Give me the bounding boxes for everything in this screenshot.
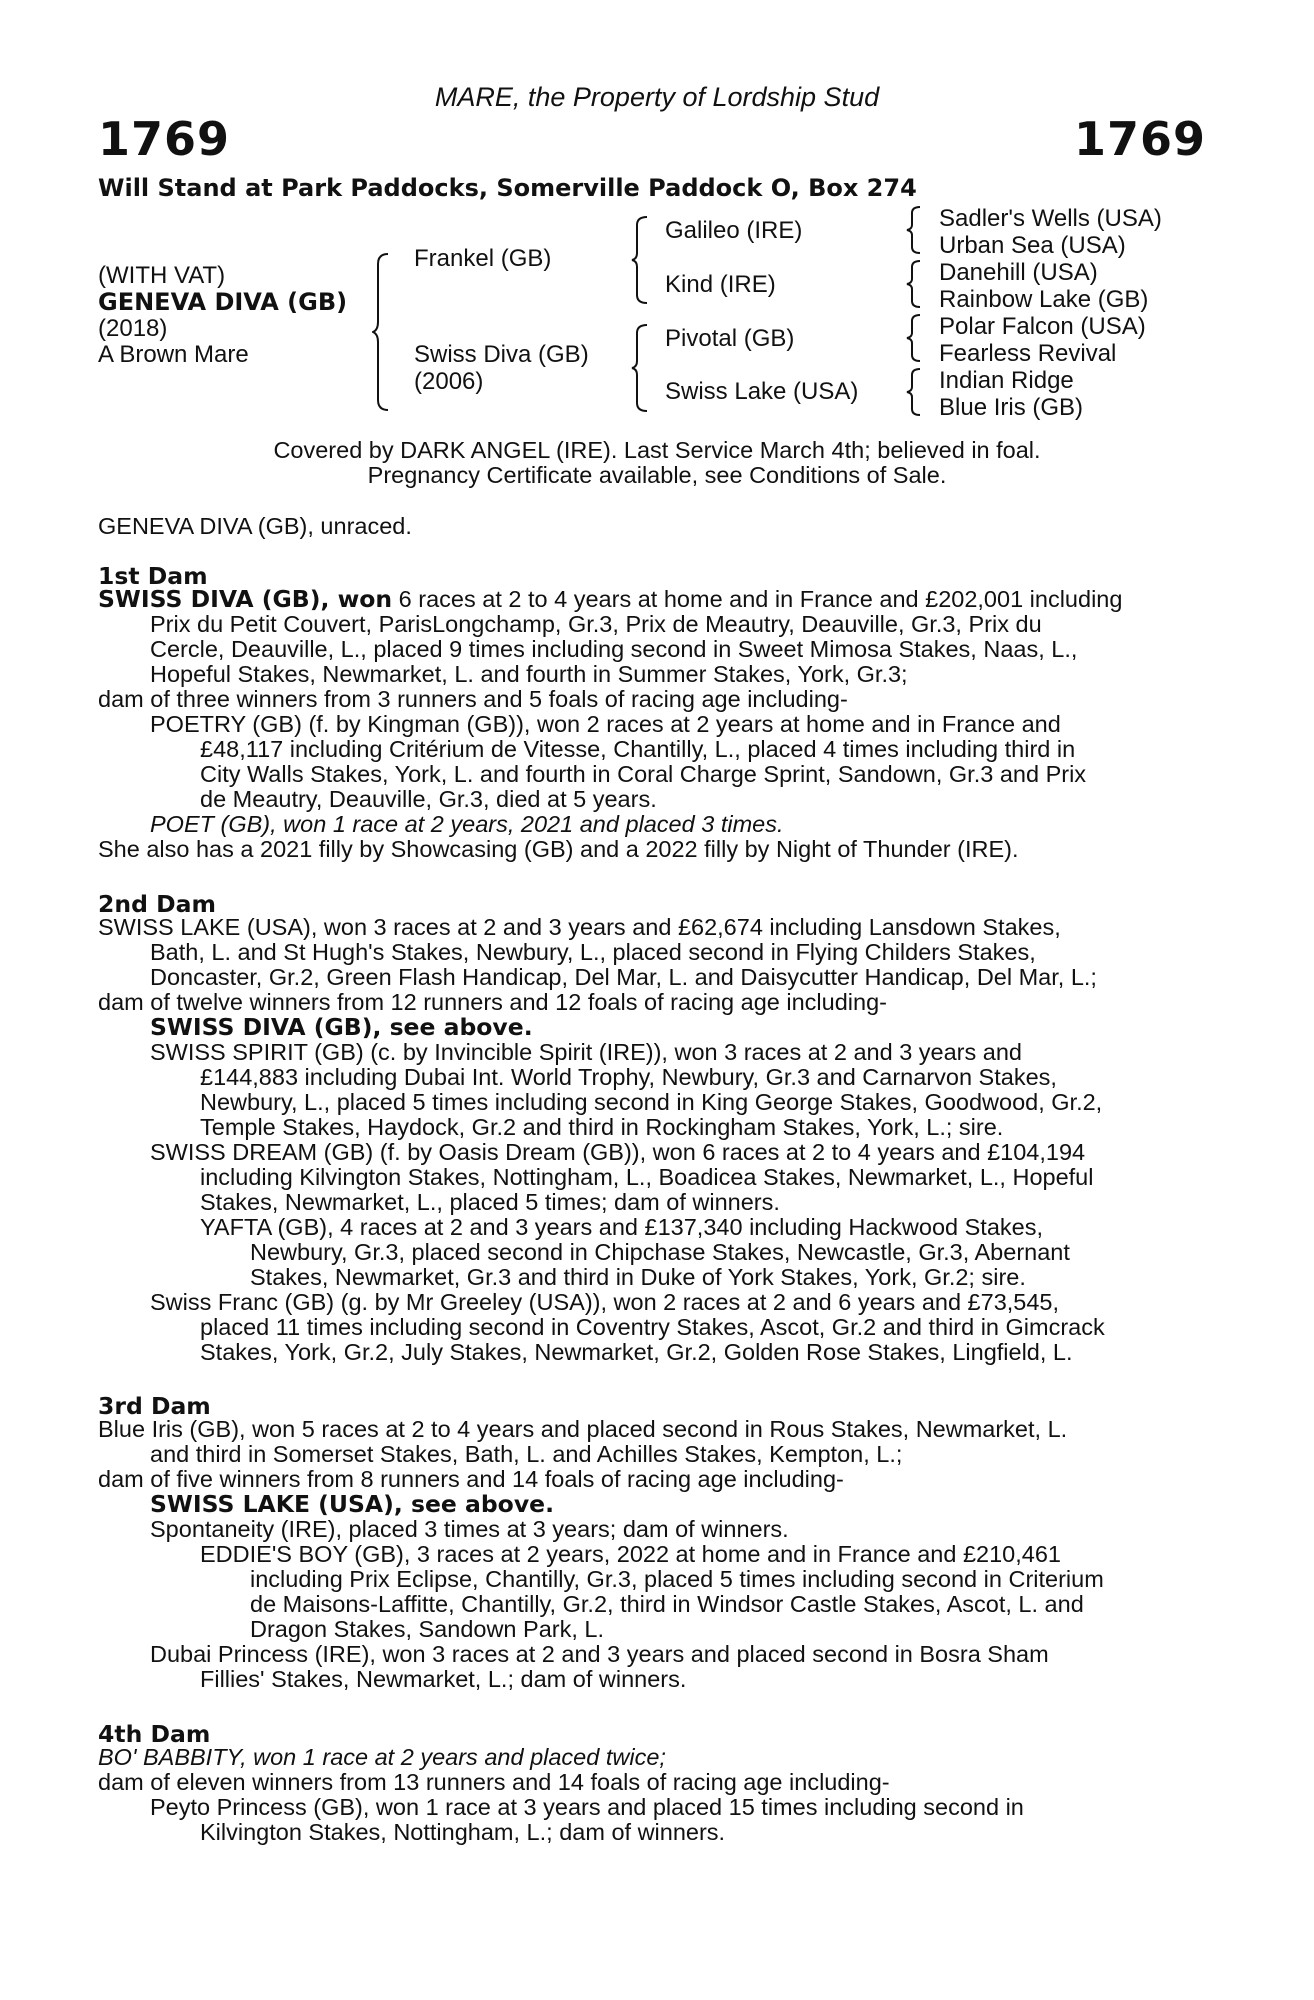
section-heading-2nd-dam: 2nd Dam: [98, 890, 216, 918]
dam3-line: Fillies' Stakes, Newmarket, L.; dam of winners.: [200, 1666, 687, 1692]
dam2-line: Stakes, Newmarket, Gr.3 and third in Duke of York Stakes, York, Gr.2; sire.: [250, 1264, 1026, 1290]
pedigree-dam-sire: Pivotal (GB): [665, 325, 795, 352]
pedigree-dam-dam: Swiss Lake (USA): [665, 378, 859, 405]
pedigree-ddd: Blue Iris (GB): [939, 394, 1084, 421]
dam3-line: de Maisons-Laffitte, Chantilly, Gr.2, third in Windsor Castle Stakes, Ascot, L. and: [250, 1591, 1084, 1617]
dam3-line: Dubai Princess (IRE), won 3 races at 2 and 3 years and placed second in Bosra Sham: [150, 1641, 1049, 1667]
pedigree-brace-dam: [631, 323, 651, 413]
dam3-line: including Prix Eclipse, Chantilly, Gr.3, placed 5 times including second in Criterium: [250, 1566, 1104, 1592]
section-heading-3rd-dam: 3rd Dam: [98, 1392, 211, 1420]
pedigree-sire-dam: Kind (IRE): [665, 271, 776, 298]
pedigree-dds: Indian Ridge: [939, 367, 1074, 394]
dam2-line: dam of twelve winners from 12 runners and 12 foals of racing age including-: [98, 989, 887, 1015]
dam1-line: £48,117 including Critérium de Vitesse, Chantilly, L., placed 4 times including third in: [200, 736, 1076, 762]
pedigree-brace-ds: [906, 313, 924, 363]
dam1-line: She also has a 2021 filly by Showcasing (GB) and a 2022 filly by Night of Thunder (IRE).: [98, 836, 1019, 862]
dam2-line: SWISS DIVA (GB), see above.: [150, 1013, 533, 1041]
dam2-line: Stakes, York, Gr.2, July Stakes, Newmarket, Gr.2, Golden Rose Stakes, Lingfield, L.: [200, 1339, 1073, 1365]
covering-line-2: Pregnancy Certificate available, see Conditions of Sale.: [367, 462, 947, 488]
dam1-line: POETRY (GB) (f. by Kingman (GB)), won 2 races at 2 years at home and in France and: [150, 711, 1061, 737]
dam1-line: SWISS DIVA (GB), won 6 races at 2 to 4 years at home and in France and £202,001 including: [98, 585, 1123, 613]
stand-location: Will Stand at Park Paddocks, Somerville Paddock O, Box 274: [98, 174, 917, 202]
pedigree-sdd: Rainbow Lake (GB): [939, 286, 1149, 313]
dam2-line: including Kilvington Stakes, Nottingham, L., Boadicea Stakes, Newmarket, L., Hopeful: [200, 1164, 1094, 1190]
pedigree-sire-sire: Galileo (IRE): [665, 217, 803, 244]
dam4-line: dam of eleven winners from 13 runners and 14 foals of racing age including-: [98, 1769, 890, 1795]
pedigree-brace-dd: [906, 367, 924, 417]
dam4-line: Kilvington Stakes, Nottingham, L.; dam of winners.: [200, 1819, 726, 1845]
dam3-line: Spontaneity (IRE), placed 3 times at 3 years; dam of winners.: [150, 1516, 789, 1542]
dam2-line: Temple Stakes, Haydock, Gr.2 and third in Rockingham Stakes, York, L.; sire.: [200, 1114, 1004, 1140]
pedigree-dss: Polar Falcon (USA): [939, 313, 1146, 340]
dam2-line: SWISS SPIRIT (GB) (c. by Invincible Spirit (IRE)), won 3 races at 2 and 3 years and: [150, 1039, 1022, 1065]
dam2-line: SWISS LAKE (USA), won 3 races at 2 and 3 years and £62,674 including Lansdown Stakes,: [98, 914, 1061, 940]
dam2-line: Bath, L. and St Hugh's Stakes, Newbury, L., placed second in Flying Childers Stakes,: [150, 939, 1036, 965]
horse-year: (2018): [98, 315, 168, 342]
dam2-line: Doncaster, Gr.2, Green Flash Handicap, Del Mar, L. and Daisycutter Handicap, Del Mar, L.;: [150, 964, 1097, 990]
dam1-line: City Walls Stakes, York, L. and fourth in Coral Charge Sprint, Sandown, Gr.3 and Prix: [200, 761, 1087, 787]
pedigree-brace-main: [372, 252, 392, 412]
dam2-line: Newbury, Gr.3, placed second in Chipchase Stakes, Newcastle, Gr.3, Abernant: [250, 1239, 1070, 1265]
dam2-line: Stakes, Newmarket, L., placed 5 times; dam of winners.: [200, 1189, 780, 1215]
lot-number-left: 1769: [98, 112, 231, 166]
dam1-line: Cercle, Deauville, L., placed 9 times including second in Sweet Mimosa Stakes, Naas, L.,: [150, 636, 1078, 662]
pedigree-dam: Swiss Diva (GB): [414, 341, 589, 368]
page-header-title: MARE, the Property of Lordship Stud: [434, 82, 880, 112]
dam4-line: Peyto Princess (GB), won 1 race at 3 years and placed 15 times including second in: [150, 1794, 1024, 1820]
intro-text: GENEVA DIVA (GB), unraced.: [98, 513, 412, 539]
dam3-line: Dragon Stakes, Sandown Park, L.: [250, 1616, 605, 1642]
horse-name: GENEVA DIVA (GB): [98, 288, 348, 316]
pedigree-sss: Sadler's Wells (USA): [939, 205, 1162, 232]
dam1-line: dam of three winners from 3 runners and 5 foals of racing age including-: [98, 686, 848, 712]
dam2-line: £144,883 including Dubai Int. World Trophy, Newbury, Gr.3 and Carnarvon Stakes,: [200, 1064, 1057, 1090]
dam3-line: EDDIE'S BOY (GB), 3 races at 2 years, 2022 at home and in France and £210,461: [200, 1541, 1061, 1567]
covering-line-1: Covered by DARK ANGEL (IRE). Last Service March 4th; believed in foal.: [273, 437, 1041, 463]
dam1-line: Prix du Petit Couvert, ParisLongchamp, Gr.3, Prix de Meautry, Deauville, Gr.3, Prix du: [150, 611, 1042, 637]
horse-description: A Brown Mare: [98, 341, 249, 368]
dam2-line: Swiss Franc (GB) (g. by Mr Greeley (USA)), won 2 races at 2 and 6 years and £73,545,: [150, 1289, 1060, 1315]
dam2-line: YAFTA (GB), 4 races at 2 and 3 years and £137,340 including Hackwood Stakes,: [200, 1214, 1043, 1240]
dam3-line: and third in Somerset Stakes, Bath, L. and Achilles Stakes, Kempton, L.;: [150, 1441, 903, 1467]
dam2-line: Newbury, L., placed 5 times including second in King George Stakes, Goodwood, Gr.2,: [200, 1089, 1103, 1115]
dam4-line: BO' BABBITY, won 1 race at 2 years and placed twice;: [98, 1744, 666, 1770]
pedigree-dsd: Fearless Revival: [939, 340, 1117, 367]
section-heading-4th-dam: 4th Dam: [98, 1720, 211, 1748]
pedigree-sire: Frankel (GB): [414, 245, 552, 272]
pedigree-ssd: Urban Sea (USA): [939, 232, 1126, 259]
pedigree-brace-sd: [906, 259, 924, 309]
pedigree-brace-ss: [906, 205, 924, 255]
pedigree-sds: Danehill (USA): [939, 259, 1098, 286]
dam1-line: de Meautry, Deauville, Gr.3, died at 5 years.: [200, 786, 657, 812]
dam3-line: SWISS LAKE (USA), see above.: [150, 1490, 555, 1518]
dam1-line: POET (GB), won 1 race at 2 years, 2021 and placed 3 times.: [150, 811, 784, 837]
dam2-line: SWISS DREAM (GB) (f. by Oasis Dream (GB)), won 6 races at 2 to 4 years and £104,194: [150, 1139, 1086, 1165]
dam3-line: Blue Iris (GB), won 5 races at 2 to 4 years and placed second in Rous Stakes, Newmarket, L.: [98, 1416, 1068, 1442]
vat-note: (WITH VAT): [98, 262, 226, 289]
dam1-line: Hopeful Stakes, Newmarket, L. and fourth in Summer Stakes, York, Gr.3;: [150, 661, 908, 687]
section-heading-1st-dam: 1st Dam: [98, 562, 208, 590]
pedigree-brace-sire: [631, 215, 651, 305]
pedigree-dam-year: (2006): [414, 368, 484, 395]
dam3-line: dam of five winners from 8 runners and 14 foals of racing age including-: [98, 1466, 844, 1492]
lot-number-right: 1769: [1073, 112, 1206, 166]
dam2-line: placed 11 times including second in Coventry Stakes, Ascot, Gr.2 and third in Gimcrack: [200, 1314, 1105, 1340]
